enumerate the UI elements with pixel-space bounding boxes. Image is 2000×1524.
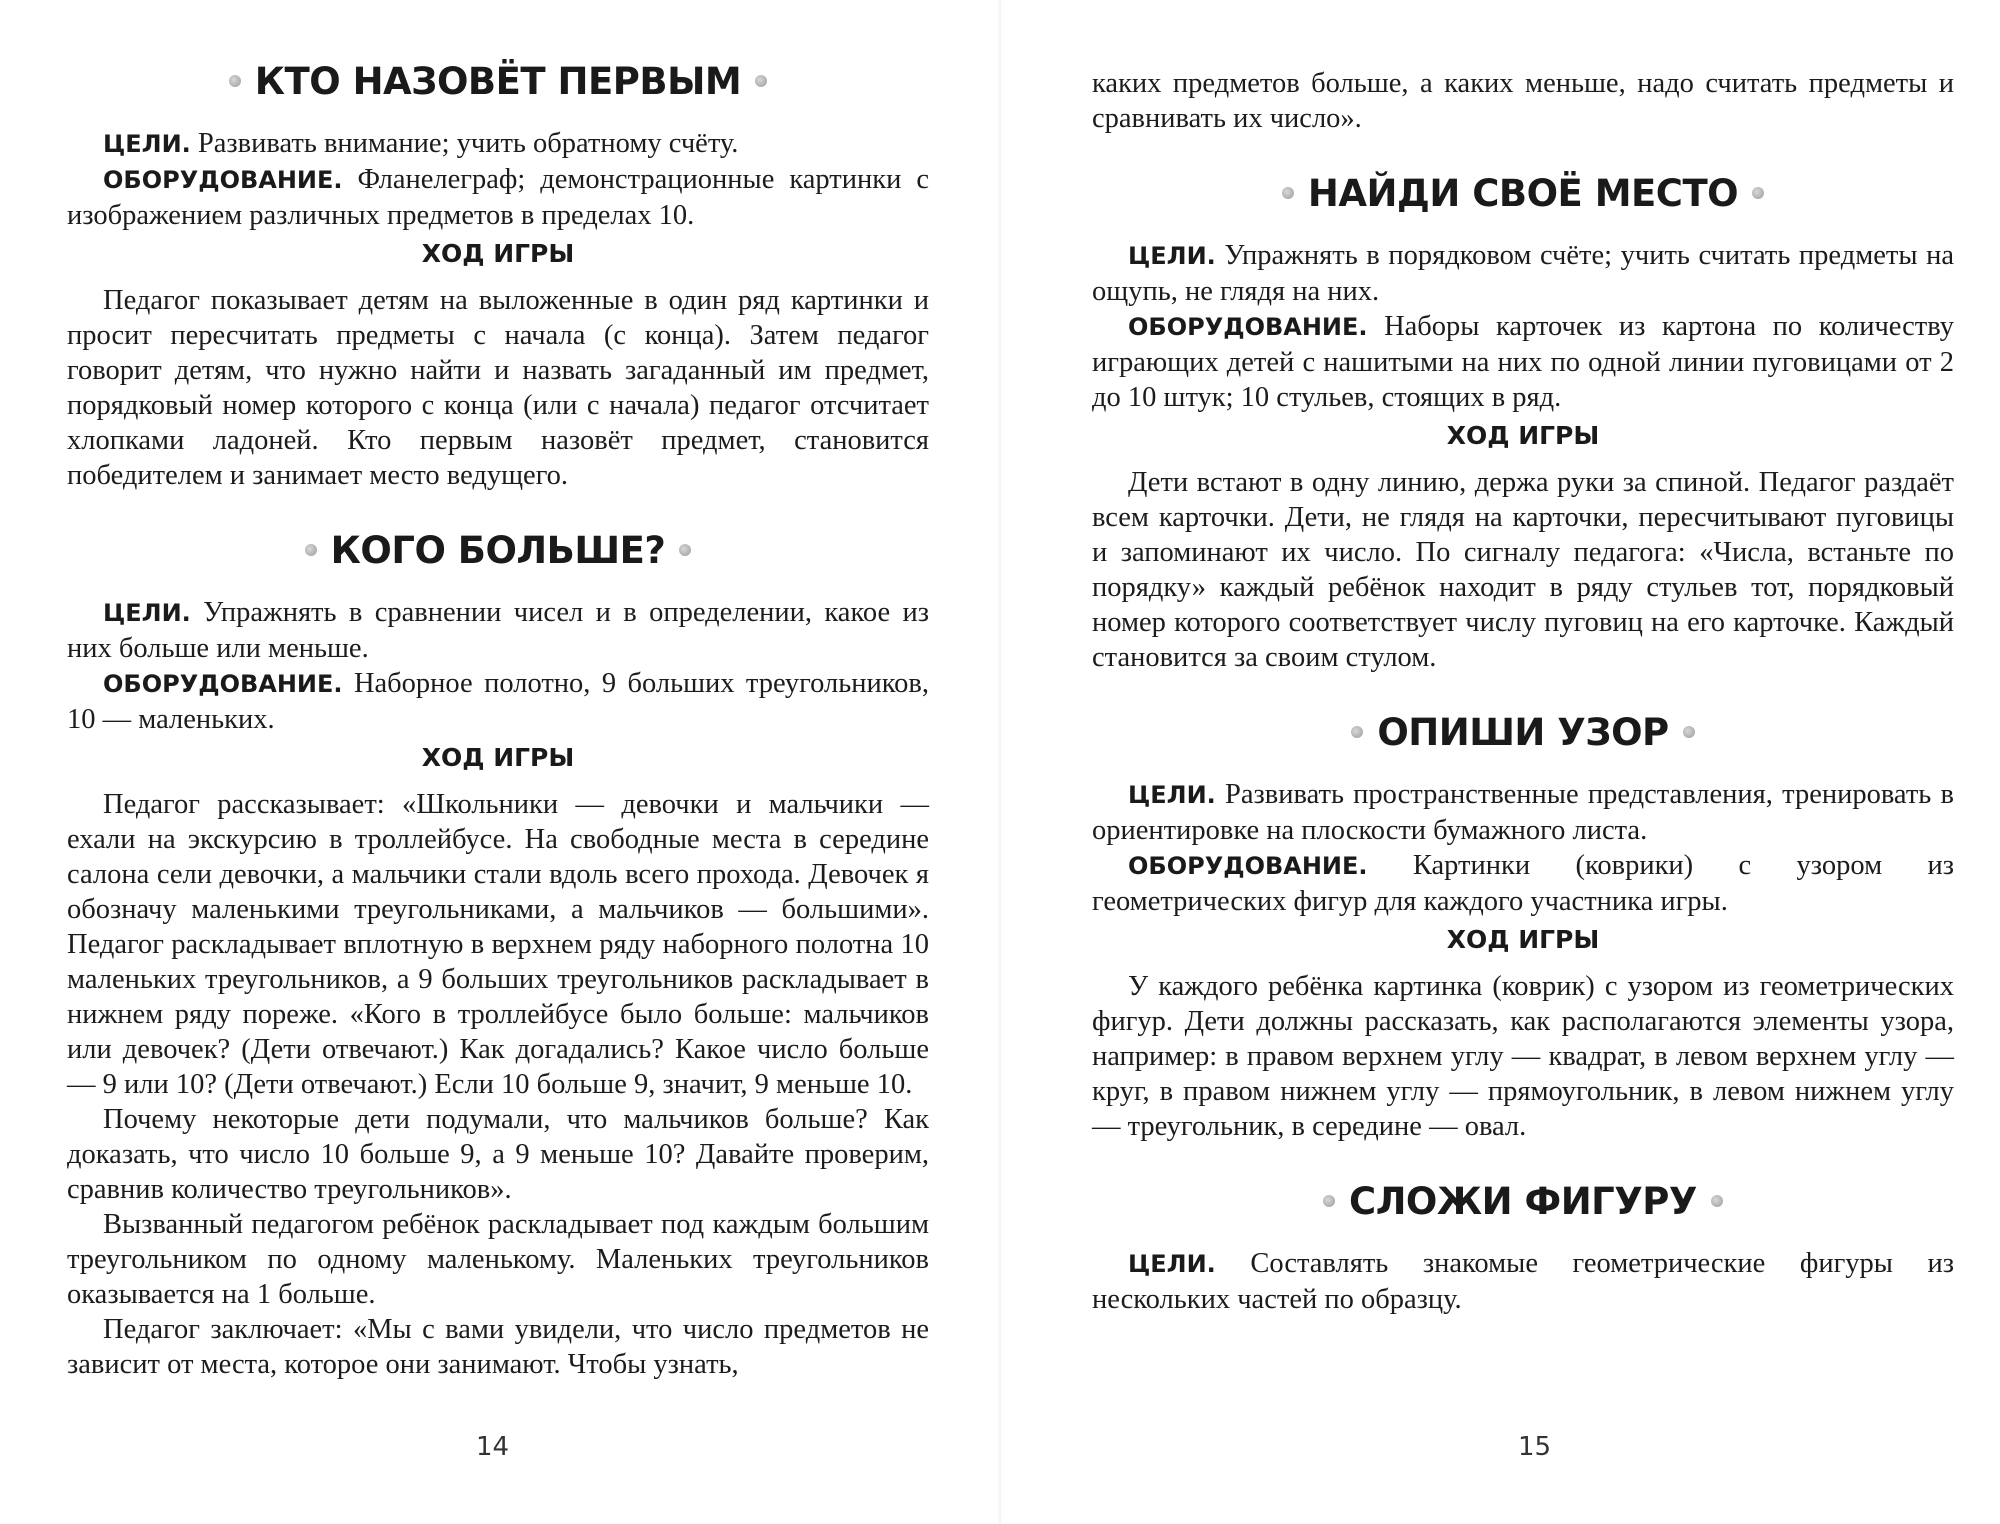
- course-heading: ХОД ИГРЫ: [421, 239, 575, 268]
- equipment-text: Наборное полотно, 9 больших треугольников, 10 — маленьких.: [67, 668, 929, 735]
- page-number: 15: [1518, 1432, 1552, 1462]
- goals-paragraph: [1092, 238, 1954, 309]
- bullet-dot-icon: [1282, 187, 1294, 199]
- left-page-text: [67, 60, 929, 1382]
- bullet-dot-icon: [305, 544, 317, 556]
- goals-label: ЦЕЛИ.: [1128, 1250, 1216, 1278]
- body-paragraph: Педагог заключает: «Мы с вами увидели, что число предметов не зависит от места, которое они занимают. Чтобы узнать,: [67, 1314, 929, 1380]
- equipment-text: Наборы карточек из картона по количеству играющих детей с нашитыми на них по одной линии пуговицами от 2 до 10 штук; 10 стульев, стоящих в ряд.: [1092, 311, 1954, 413]
- goals-text: Составлять знакомые геометрические фигуры из нескольких частей по образцу.: [1092, 1248, 1954, 1315]
- body-paragraph: Педагог рассказывает: «Школьники — девочки и мальчики — ехали на экскурсию в троллейбусе. На свободные места в середине салона сели девочки, а мальчики стали вдоль всего прохода. Девочек я обозначу маленькими треугольниками, а мальчиков — большими». Педагог раскладывает вплотную в верхнем ряду наборного полотна 10 маленьких треугольников, а 9 больших треугольников раскладывает в нижнем ряду пореже. «Кого в троллейбусе было больше: мальчиков или девочек? (Дети отвечают.) Как догадались? Какое число больше — 9 или 10? (Дети отвечают.) Если 10 больше 9, значит, 9 меньше 10.: [67, 789, 929, 1100]
- equipment-label: ОБОРУДОВАНИЕ.: [103, 166, 343, 194]
- right-page: [1000, 0, 2000, 1524]
- equipment-text: Картинки (коврики) с узором из геометрических фигур для каждого участника игры.: [1092, 850, 1954, 917]
- bullet-dot-icon: [679, 544, 691, 556]
- equipment-text: Фланелеграф; демонстрационные картинки с изображением различных предметов в пределах 10.: [67, 164, 929, 231]
- goals-text: Развивать пространственные представления, тренировать в ориентировке на плоскости бумажного листа.: [1092, 779, 1954, 846]
- equipment-label: ОБОРУДОВАНИЕ.: [103, 670, 343, 698]
- goals-label: ЦЕЛИ.: [103, 599, 191, 627]
- equipment-label: ОБОРУДОВАНИЕ.: [1128, 313, 1368, 341]
- bullet-dot-icon: [1683, 726, 1695, 738]
- body-paragraph: Педагог показывает детям на выложенные в один ряд картинки и просит пересчитать предметы с начала (с конца). Затем педагог говорит детям, что нужно найти и назвать загаданный им предмет, порядковый номер которого с конца (или с начала) педагог отсчитает хлопками ладоней. Кто первым назовёт предмет, становится победителем и занимает место ведущего.: [67, 285, 929, 491]
- bullet-dot-icon: [229, 75, 241, 87]
- equipment-paragraph: [1092, 848, 1954, 919]
- goals-paragraph: [67, 595, 929, 666]
- game-title: ОПИШИ УЗОР: [1092, 711, 1954, 755]
- equipment-paragraph: [67, 162, 929, 233]
- bullet-dot-icon: [1323, 1195, 1335, 1207]
- course-heading: ХОД ИГРЫ: [421, 743, 575, 772]
- goals-label: ЦЕЛИ.: [103, 130, 191, 158]
- goals-paragraph: [67, 126, 929, 162]
- goals-text: Развивать внимание; учить обратному счёту.: [190, 128, 739, 159]
- equipment-paragraph: [1092, 309, 1954, 415]
- page-number: 14: [476, 1432, 510, 1462]
- body-paragraph: Почему некоторые дети подумали, что мальчиков больше? Как доказать, что число 10 больше 9, а 9 меньше 10? Давайте проверим, сравнив количество треугольников».: [67, 1104, 929, 1205]
- bullet-dot-icon: [1752, 187, 1764, 199]
- body-paragraph: Вызванный педагогом ребёнок раскладывает под каждым большим треугольником по одному маленькому. Маленьких треугольников оказывается на 1 больше.: [67, 1209, 929, 1310]
- game-title: КТО НАЗОВЁТ ПЕРВЫМ: [67, 60, 929, 104]
- goals-text: Упражнять в сравнении чисел и в определении, какое из них больше или меньше.: [67, 597, 929, 664]
- course-heading: ХОД ИГРЫ: [1446, 925, 1600, 954]
- game-title: СЛОЖИ ФИГУРУ: [1092, 1180, 1954, 1224]
- body-paragraph: У каждого ребёнка картинка (коврик) с узором из геометрических фигур. Дети должны рассказать, как располагаются элементы узора, например: в правом верхнем углу — квадрат, в левом верхнем углу — круг, в правом нижнем углу — прямоугольник, в левом нижнем углу — треугольник, в середине — овал.: [1092, 971, 1954, 1142]
- equipment-paragraph: [67, 666, 929, 737]
- right-page-text: [1092, 66, 1954, 1317]
- game-title: НАЙДИ СВОЁ МЕСТО: [1092, 172, 1954, 216]
- body-paragraph: Дети встают в одну линию, держа руки за спиной. Педагог раздаёт всем карточки. Дети, не глядя на карточки, пересчитывают пуговицы и запоминают их число. По сигналу педагога: «Числа, встаньте по порядку» каждый ребёнок находит в ряду стульев тот, порядковый номер которого соответствует числу пуговиц на его карточке. Каждый становится за своим стулом.: [1092, 467, 1954, 673]
- goals-paragraph: [1092, 1246, 1954, 1317]
- game-title: КОГО БОЛЬШЕ?: [67, 529, 929, 573]
- bullet-dot-icon: [1351, 726, 1363, 738]
- bullet-dot-icon: [755, 75, 767, 87]
- continuation-paragraph: каких предметов больше, а каких меньше, надо считать предметы и сравнивать их число».: [1092, 68, 1954, 134]
- course-heading: ХОД ИГРЫ: [1446, 421, 1600, 450]
- goals-label: ЦЕЛИ.: [1128, 242, 1216, 270]
- bullet-dot-icon: [1711, 1195, 1723, 1207]
- equipment-label: ОБОРУДОВАНИЕ.: [1128, 852, 1368, 880]
- goals-paragraph: [1092, 777, 1954, 848]
- goals-label: ЦЕЛИ.: [1128, 781, 1216, 809]
- goals-text: Упражнять в порядковом счёте; учить считать предметы на ощупь, не глядя на них.: [1092, 240, 1954, 307]
